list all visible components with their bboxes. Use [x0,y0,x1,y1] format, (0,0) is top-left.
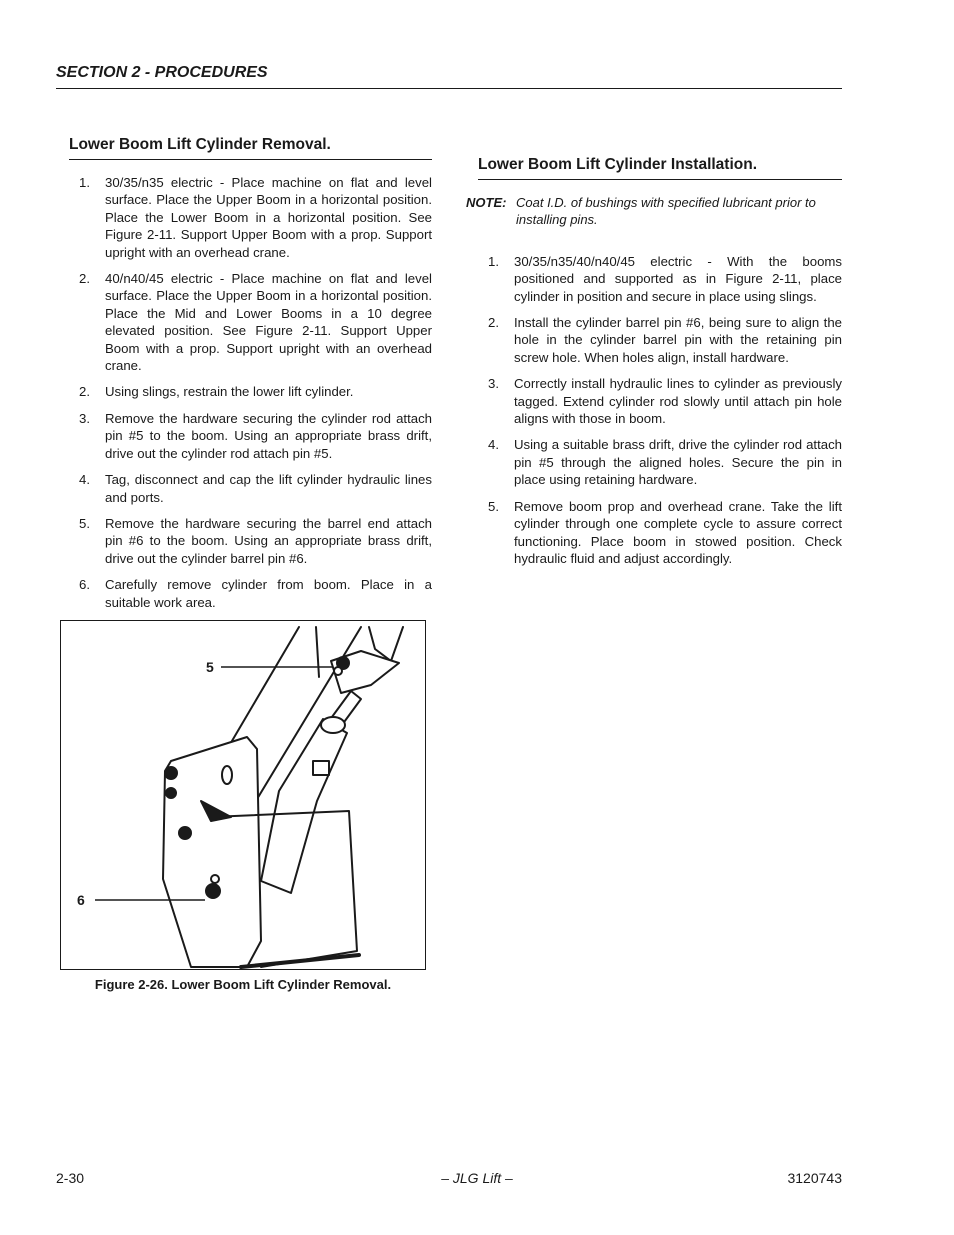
step-text: 40/n40/45 electric - Place machine on flat and level surface. Place the Upper Boom in a horizontal position. Place the Mid and Lower Booms in a 10 degree elevated position. See Figure 2-11. Support Upper Boom with a prop. Support upright with an overhead crane. [105,271,432,374]
step-number: 4. [488,437,499,453]
list-item [478,498,842,568]
removal-heading: Lower Boom Lift Cylinder Removal. [69,136,432,160]
list-item [69,515,432,567]
boom-cylinder-drawing [61,621,425,969]
step-number: 6. [79,577,90,593]
step-number: 3. [488,376,499,392]
step-text: Remove the hardware securing the cylinder rod attach pin #5 to the boom. Using an appropriate brass drift, drive out the cylinder rod attach pin #5. [105,410,432,461]
step-text: Install the cylinder barrel pin #6, being sure to align the hole in the cylinder barrel pin with the retaining pin screw hole. When holes align, install hardware. [514,315,842,365]
floor-line [241,955,359,967]
installation-heading: Lower Boom Lift Cylinder Installation. [478,156,842,180]
step-text: Remove boom prop and overhead crane. Take the lift cylinder through one complete cycle to assure correct functioning. Place boom in stowed position. Check hydraulic fluid and adjust accordingly. [514,498,842,566]
hydraulic-port-icon [313,761,329,775]
list-item [69,471,432,506]
note-text: Coat I.D. of bushings with specified lubricant prior to installing pins. [516,195,816,228]
list-item [478,436,842,488]
step-number: 1. [488,253,499,269]
pin-6-nut-icon [211,875,219,883]
step-number: 2. [488,315,499,331]
step-text: Using slings, restrain the lower lift cylinder. [105,384,354,400]
step-number: 1. [79,175,90,190]
removal-steps [69,174,432,611]
footer-brand: – JLG Lift – [441,1170,513,1186]
step-text: Tag, disconnect and cap the lift cylinder hydraulic lines and ports. [105,472,432,505]
list-item [69,270,432,374]
step-text: Using a suitable brass drift, drive the cylinder rod attach pin #5 through the aligned holes. Secure the pin in place using retaining hardware. [514,437,842,488]
step-number: 2. [79,271,90,287]
step-number: 2. [79,384,90,400]
note-label: NOTE: [466,195,507,210]
page-number: 2-30 [56,1170,85,1186]
step-number: 5. [79,515,90,531]
step-text: 30/35/n35 electric - Place machine on flat and level surface. Place the Upper Boom in a horizontal position. Place the Lower Boom in a horizontal position. See Figure 2-11. Support Upper Boom with a prop. Support upright with an overhead crane. [105,175,432,260]
removal-column [69,136,432,620]
step-text: Carefully remove cylinder from boom. Place in a suitable work area. [105,577,432,610]
step-text: Correctly install hydraulic lines to cylinder as previously tagged. Extend cylinder rod slowly until attach pin hole aligns with those in boom. [514,376,842,427]
installation-column [466,156,842,576]
installation-note [466,194,842,229]
pin-6-icon [206,884,220,898]
list-item [478,314,842,366]
cylinder-end-cap [321,717,345,733]
figure-caption: Figure 2-26. Lower Boom Lift Cylinder Removal. [94,977,392,992]
pivot-pin-icon [166,788,176,798]
list-item [69,383,432,400]
list-item [478,253,842,305]
list-item [69,410,432,462]
step-number: 5. [488,498,499,514]
list-item [69,174,432,261]
step-text: 30/35/n35/40/n40/45 electric - With the booms positioned and supported as in Figure 2-11, place cylinder in position and secure in place using slings. [514,253,842,304]
callout-5-label: 5 [206,659,214,675]
list-item [69,576,432,611]
step-number: 3. [79,410,90,426]
document-number: 3120743 [787,1170,842,1186]
list-item [478,375,842,427]
pin-5-nut-icon [334,667,342,675]
pivot-pin-icon [179,827,191,839]
section-header: SECTION 2 - PROCEDURES [56,64,842,89]
figure-illustration [60,620,426,970]
callout-6-label: 6 [77,892,85,908]
step-text: Remove the hardware securing the barrel end attach pin #6 to the boom. Using an appropriate brass drift, drive out the cylinder barrel pin #6. [105,515,432,566]
step-number: 4. [79,472,90,488]
pivot-pin-icon [165,767,177,779]
installation-steps [478,253,842,568]
